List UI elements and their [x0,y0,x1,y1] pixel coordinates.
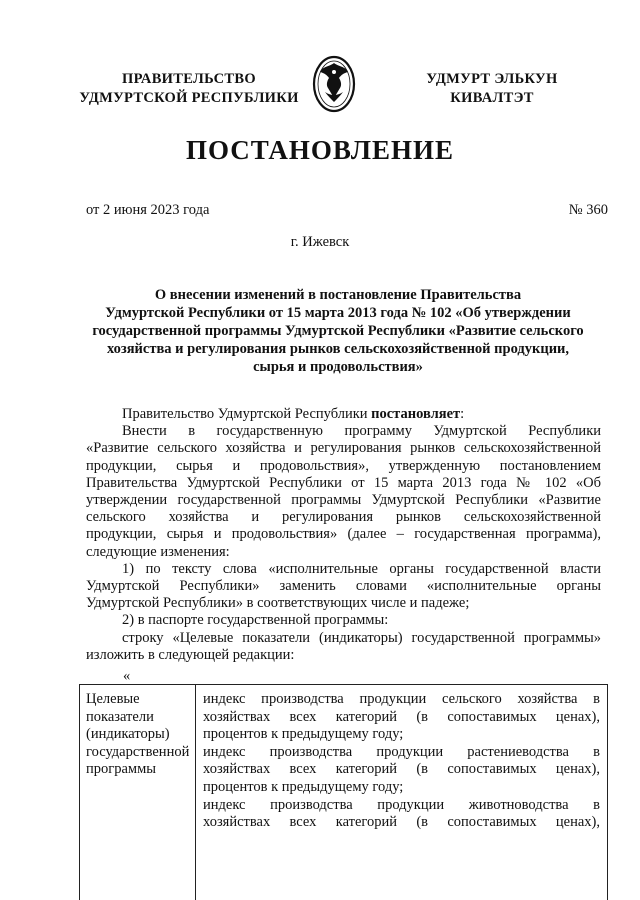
value-line: хозяйствах всех категорий (в сопоставимых ценах), [203,761,600,778]
paragraph-line: Правительства Удмуртской Республики от 15 марта 2013 года № 102 «Об [86,474,601,491]
coat-of-arms-icon [311,50,357,114]
document-city: г. Ижевск [290,234,350,250]
paragraph-line: Внести в государственную программу Удмуртской Республики [122,423,601,440]
label-line: государственной [86,743,190,760]
header-left-line: ПРАВИТЕЛЬСТВО [122,71,256,87]
document-title: ПОСТАНОВЛЕНИЕ [185,135,455,165]
value-line: процентов к предыдущему году; [203,778,404,795]
paragraph-line: строку «Целевые показатели (индикаторы) государственной программы» [122,629,601,646]
label-line: Целевые [86,691,140,707]
paragraph-line: продукции, сырья и продовольствия» (далее – государственная программа), [86,526,601,543]
label-line: (индикаторы) [86,726,170,743]
subject-line: сырья и продовольствия» [253,359,423,375]
target-indicators-table [79,684,608,900]
document-number: № 360 [568,202,608,218]
subject-line: Удмуртской Республики от 15 марта 2013 года № 102 «Об утверждении [105,305,571,321]
paragraph-line: следующие изменения: [86,543,230,560]
document-body [86,406,601,664]
value-line: хозяйствах всех категорий (в сопоставимых ценах), [203,708,600,725]
intro-text: Правительство Удмуртской Республики [122,406,372,422]
paragraph-line: утверждении государственной программы Удмуртской Республики «Развитие [86,492,601,509]
value-line: индекс производства продукции животноводства в [203,796,600,813]
government-name-udmurt [392,70,592,108]
paragraph-line: Удмуртской Республики» в соответствующих числе и падеже; [86,595,470,612]
intro-keyword: постановляет [371,406,461,422]
subject-line: хозяйства и регулирования рынков сельскохозяйственной продукции, [106,341,570,357]
table-value-cell [203,691,600,832]
value-line: процентов к предыдущему году; [203,726,404,743]
header-left-line: УДМУРТСКОЙ РЕСПУБЛИКИ [79,90,299,106]
header-right-line: КИВАЛТЭТ [450,90,534,106]
paragraph-line: сельского хозяйства и регулирования рынков сельскохозяйственной [86,509,601,526]
government-name-russian [64,70,314,108]
value-line: индекс производства продукции сельского хозяйства в [203,691,600,707]
document-subject [78,286,598,376]
intro-colon: : [460,406,465,422]
header-right-line: УДМУРТ ЭЛЬКУН [426,71,558,87]
subject-line: государственной программы Удмуртской Республики «Развитие сельского [92,323,584,339]
opening-quote-mark: « [123,668,131,684]
document-date: от 2 июня 2023 года [86,202,210,218]
paragraph-line: 1) по тексту слова «исполнительные органы государственной власти [122,560,601,577]
resolution-intro [86,406,601,423]
label-line: программы [86,761,156,778]
subject-line: О внесении изменений в постановление Правительства [154,287,522,303]
value-line: индекс производства продукции растениеводства в [203,743,600,760]
paragraph-line: продукции, сырья и продовольствия», утвержденную постановлением [86,457,601,474]
table-column-divider [195,685,196,900]
value-line: хозяйствах всех категорий (в сопоставимых ценах), [203,814,600,831]
table-label-cell [86,691,194,779]
label-line: показатели [86,708,154,725]
paragraph-line: «Развитие сельского хозяйства и регулирования рынков сельскохозяйственной [86,440,601,457]
paragraph-line: изложить в следующей редакции: [86,646,295,663]
paragraph-line: 2) в паспорте государственной программы: [122,612,389,629]
paragraph-line: Удмуртской Республики» заменить словами «исполнительные органы [86,578,601,595]
